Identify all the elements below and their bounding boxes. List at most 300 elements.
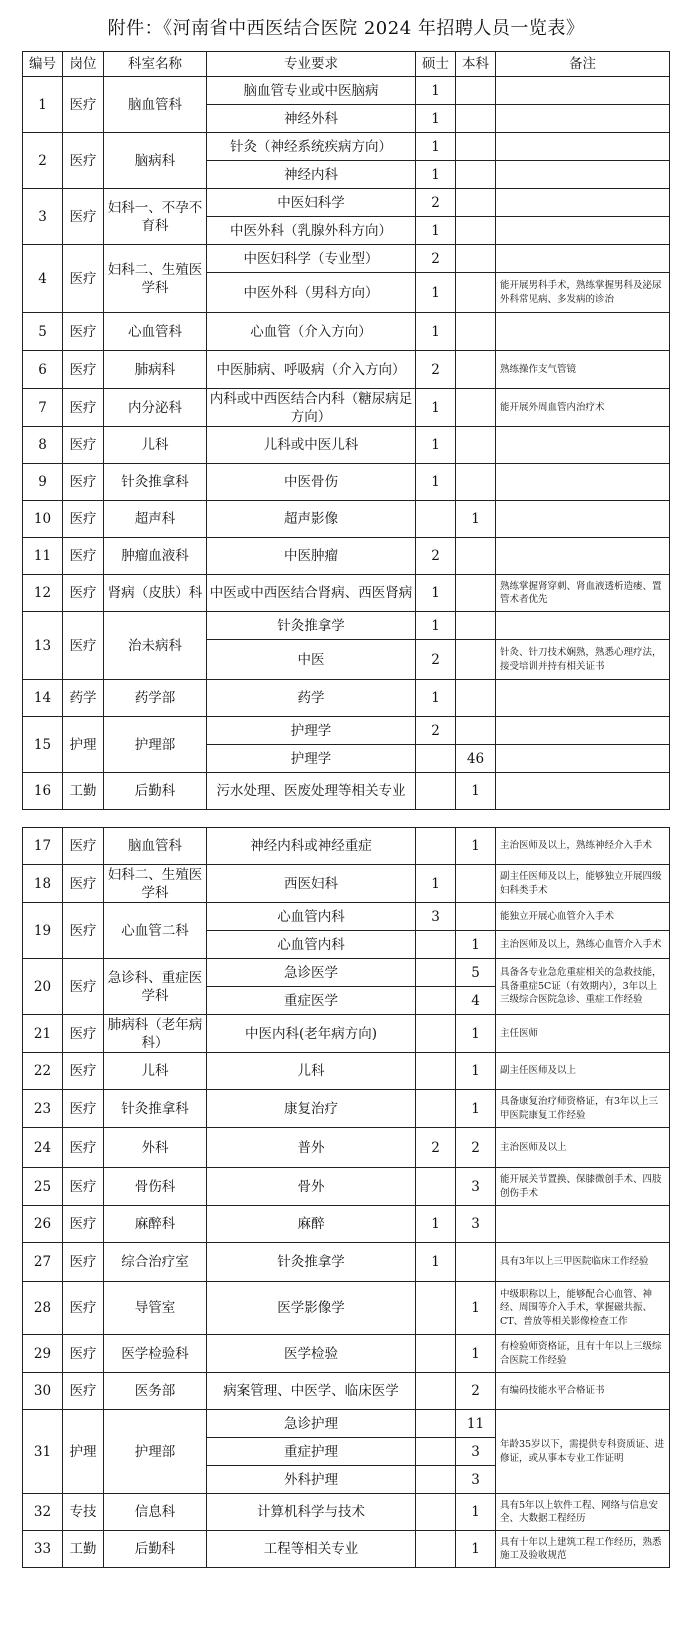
cell-master [416,828,456,865]
cell-major: 中医或中西医结合肾病、西医肾病 [207,575,416,612]
cell-post: 医疗 [63,1015,104,1053]
cell-no: 2 [23,133,63,189]
table-row [23,1494,670,1531]
cell-major: 急诊护理 [207,1410,416,1438]
cell-no: 26 [23,1206,63,1243]
cell-post: 专技 [63,1494,104,1531]
cell-post: 医疗 [63,1335,104,1373]
cell-dept: 医务部 [104,1373,207,1410]
header-post: 岗位 [63,52,104,77]
cell-dept: 后勤科 [104,773,207,810]
cell-bachelor: 1 [456,1053,496,1090]
cell-master [416,1335,456,1373]
cell-bachelor [456,538,496,575]
cell-bachelor: 1 [456,1015,496,1053]
cell-major: 神经内科 [207,161,416,189]
cell-bachelor: 3 [456,1466,496,1494]
cell-master: 1 [416,77,456,105]
cell-note [496,161,670,189]
cell-post: 医疗 [63,1373,104,1410]
cell-post: 医疗 [63,1128,104,1168]
cell-post: 医疗 [63,389,104,427]
cell-post: 医疗 [63,501,104,538]
cell-bachelor: 1 [456,1531,496,1568]
cell-dept: 肺病科 [104,351,207,389]
cell-bachelor: 1 [456,828,496,865]
cell-note: 能开展男科手术，熟练掌握男科及泌尿外科常见病、多发病的诊治 [496,273,670,313]
cell-master [416,1168,456,1206]
cell-note: 主治医师及以上，熟练神经介入手术 [496,828,670,865]
cell-note [496,1206,670,1243]
cell-master: 1 [416,161,456,189]
cell-master [416,959,456,987]
cell-dept: 脑血管科 [104,77,207,133]
cell-note: 针灸、针刀技术娴熟，熟悉心理疗法，接受培训并持有相关证书 [496,640,670,680]
cell-no: 22 [23,1053,63,1090]
cell-note [496,501,670,538]
cell-major: 护理学 [207,745,416,773]
cell-no: 1 [23,77,63,133]
cell-master: 1 [416,680,456,717]
cell-major: 中医肺病、呼吸病（介入方向） [207,351,416,389]
cell-bachelor [456,464,496,501]
cell-note [496,77,670,105]
cell-note [496,217,670,245]
cell-dept: 脑血管科 [104,828,207,865]
table-row [23,538,670,575]
cell-post: 医疗 [63,1282,104,1335]
cell-no: 20 [23,959,63,1015]
cell-bachelor: 1 [456,1335,496,1373]
cell-dept: 妇科一、不孕不育科 [104,189,207,245]
cell-major: 普外 [207,1128,416,1168]
cell-bachelor [456,273,496,313]
table-row [23,1090,670,1128]
table-row [23,1282,670,1335]
cell-post: 医疗 [63,612,104,680]
recruitment-table-part-2 [22,827,670,1568]
cell-bachelor [456,133,496,161]
cell-master [416,1282,456,1335]
cell-note: 有检验师资格证，且有十年以上三级综合医院工作经验 [496,1335,670,1373]
cell-major: 中医内科(老年病方向) [207,1015,416,1053]
table-row [23,427,670,464]
cell-no: 4 [23,245,63,313]
cell-bachelor [456,640,496,680]
cell-major: 中医外科（男科方向） [207,273,416,313]
table-row [23,245,670,273]
cell-no: 32 [23,1494,63,1531]
cell-note: 具有十年以上建筑工程工作经历，熟悉施工及验收规范 [496,1531,670,1568]
cell-master: 1 [416,105,456,133]
cell-no: 6 [23,351,63,389]
cell-master: 1 [416,217,456,245]
cell-major: 心血管内科 [207,931,416,959]
cell-major: 中医妇科学（专业型） [207,245,416,273]
cell-master [416,745,456,773]
cell-dept: 妇科二、生殖医学科 [104,865,207,903]
cell-major: 针灸推拿学 [207,612,416,640]
cell-note [496,105,670,133]
cell-master: 2 [416,189,456,217]
cell-note: 能开展外周血管内治疗术 [496,389,670,427]
cell-note: 年龄35岁以下，需提供专科资质证、进修证，或从事本专业工作证明 [496,1410,670,1494]
header-dept: 科室名称 [104,52,207,77]
table-row [23,77,670,105]
cell-major: 内科或中西医结合内科（糖尿病足方向） [207,389,416,427]
cell-post: 医疗 [63,133,104,189]
cell-post: 医疗 [63,351,104,389]
page-title: 附件：《河南省中西医结合医院 2024 年招聘人员一览表》 [107,18,585,39]
cell-major: 心血管（介入方向） [207,313,416,351]
cell-no: 23 [23,1090,63,1128]
cell-note: 主治医师及以上，熟练心血管介入手术 [496,931,670,959]
cell-note: 副主任医师及以上，能够独立开展四级妇科类手术 [496,865,670,903]
cell-no: 28 [23,1282,63,1335]
cell-dept: 心血管科 [104,313,207,351]
cell-major: 儿科或中医儿科 [207,427,416,464]
cell-major: 医学影像学 [207,1282,416,1335]
cell-master [416,1410,456,1438]
cell-no: 17 [23,828,63,865]
cell-master: 2 [416,538,456,575]
table-row [23,1335,670,1373]
cell-master [416,1053,456,1090]
cell-major: 药学 [207,680,416,717]
table-row [23,464,670,501]
cell-major: 医学检验 [207,1335,416,1373]
cell-no: 25 [23,1168,63,1206]
cell-note: 具有5年以上软件工程、网络与信息安全、大数据工程经历 [496,1494,670,1531]
table-row [23,1128,670,1168]
cell-bachelor: 3 [456,1438,496,1466]
cell-bachelor: 1 [456,773,496,810]
cell-no: 16 [23,773,63,810]
table-row [23,1410,670,1438]
cell-master: 2 [416,351,456,389]
cell-dept: 肾病（皮肤）科 [104,575,207,612]
cell-bachelor [456,680,496,717]
cell-dept: 综合治疗室 [104,1243,207,1282]
cell-note: 主治医师及以上 [496,1128,670,1168]
cell-major: 麻醉 [207,1206,416,1243]
cell-master: 1 [416,865,456,903]
cell-post: 护理 [63,717,104,773]
cell-note: 能独立开展心血管介入手术 [496,903,670,931]
cell-note [496,773,670,810]
cell-no: 33 [23,1531,63,1568]
cell-major: 中医妇科学 [207,189,416,217]
header-note: 备注 [496,52,670,77]
cell-no: 27 [23,1243,63,1282]
table-row [23,575,670,612]
cell-post: 医疗 [63,1206,104,1243]
cell-bachelor [456,245,496,273]
cell-major: 儿科 [207,1053,416,1090]
table-row [23,1243,670,1282]
header-bachelor: 本科 [456,52,496,77]
cell-note [496,245,670,273]
cell-post: 医疗 [63,464,104,501]
cell-bachelor: 46 [456,745,496,773]
cell-major: 针灸推拿学 [207,1243,416,1282]
cell-master: 3 [416,903,456,931]
cell-bachelor [456,189,496,217]
cell-major: 骨外 [207,1168,416,1206]
cell-bachelor: 1 [456,501,496,538]
cell-major: 康复治疗 [207,1090,416,1128]
cell-bachelor [456,575,496,612]
cell-master: 2 [416,640,456,680]
cell-note: 副主任医师及以上 [496,1053,670,1090]
cell-master [416,987,456,1015]
cell-post: 医疗 [63,245,104,313]
table-row [23,501,670,538]
cell-master [416,773,456,810]
table-row [23,313,670,351]
cell-bachelor [456,389,496,427]
table-row [23,1373,670,1410]
cell-note: 熟练掌握肾穿刺、肾血液透析造瘘、置管术者优先 [496,575,670,612]
cell-post: 医疗 [63,1053,104,1090]
cell-bachelor [456,217,496,245]
cell-note [496,612,670,640]
table-row [23,773,670,810]
cell-major: 急诊医学 [207,959,416,987]
cell-no: 31 [23,1410,63,1494]
cell-no: 29 [23,1335,63,1373]
cell-note: 具备康复治疗师资格证，有3年以上三甲医院康复工作经验 [496,1090,670,1128]
cell-major: 超声影像 [207,501,416,538]
cell-major: 针灸（神经系统疾病方向） [207,133,416,161]
cell-bachelor: 2 [456,1128,496,1168]
cell-dept: 超声科 [104,501,207,538]
cell-master: 2 [416,1128,456,1168]
cell-no: 14 [23,680,63,717]
cell-no: 9 [23,464,63,501]
cell-master [416,1438,456,1466]
cell-dept: 内分泌科 [104,389,207,427]
table-row [23,680,670,717]
cell-bachelor [456,77,496,105]
cell-no: 7 [23,389,63,427]
cell-dept: 后勤科 [104,1531,207,1568]
cell-no: 24 [23,1128,63,1168]
cell-master: 1 [416,1206,456,1243]
cell-dept: 护理部 [104,717,207,773]
cell-major: 心血管内科 [207,903,416,931]
cell-bachelor [456,612,496,640]
cell-master: 1 [416,575,456,612]
cell-master: 1 [416,133,456,161]
cell-note: 能开展关节置换、保膝微创手术、四肢创伤手术 [496,1168,670,1206]
cell-dept: 药学部 [104,680,207,717]
cell-bachelor: 2 [456,1373,496,1410]
cell-major: 脑血管专业或中医脑病 [207,77,416,105]
cell-dept: 外科 [104,1128,207,1168]
cell-bachelor: 3 [456,1168,496,1206]
cell-note: 主任医师 [496,1015,670,1053]
cell-dept: 针灸推拿科 [104,1090,207,1128]
cell-note: 熟练操作支气管镜 [496,351,670,389]
cell-dept: 肺病科（老年病科） [104,1015,207,1053]
cell-note [496,133,670,161]
cell-no: 8 [23,427,63,464]
cell-no: 10 [23,501,63,538]
cell-major: 重症护理 [207,1438,416,1466]
cell-bachelor: 1 [456,931,496,959]
header-no: 编号 [23,52,63,77]
cell-major: 神经外科 [207,105,416,133]
cell-major: 中医肿瘤 [207,538,416,575]
cell-master [416,1494,456,1531]
cell-dept: 导管室 [104,1282,207,1335]
table-row [23,133,670,161]
cell-post: 医疗 [63,313,104,351]
table-row [23,1015,670,1053]
cell-bachelor: 11 [456,1410,496,1438]
cell-post: 医疗 [63,865,104,903]
cell-dept: 急诊科、重症医学科 [104,959,207,1015]
cell-major: 计算机科学与技术 [207,1494,416,1531]
table-row [23,959,670,987]
cell-dept: 针灸推拿科 [104,464,207,501]
cell-dept: 治未病科 [104,612,207,680]
table-row [23,189,670,217]
cell-bachelor [456,313,496,351]
cell-dept: 骨伤科 [104,1168,207,1206]
cell-no: 19 [23,903,63,959]
cell-note: 具备各专业急危重症相关的急救技能，具备重症5C证（有效期内），3年以上三级综合医院急诊、重症工作经验 [496,959,670,1015]
cell-master: 1 [416,612,456,640]
header-master: 硕士 [416,52,456,77]
cell-post: 医疗 [63,538,104,575]
cell-master: 1 [416,1243,456,1282]
table-header-row [23,52,670,77]
cell-bachelor [456,105,496,133]
table-row [23,1206,670,1243]
table-row [23,717,670,745]
cell-dept: 信息科 [104,1494,207,1531]
cell-master [416,1015,456,1053]
cell-master [416,931,456,959]
cell-note [496,717,670,745]
cell-master [416,1373,456,1410]
table-row [23,612,670,640]
cell-note [496,680,670,717]
cell-no: 21 [23,1015,63,1053]
table-row [23,828,670,865]
cell-post: 医疗 [63,1168,104,1206]
cell-note [496,189,670,217]
table-row [23,389,670,427]
cell-major: 外科护理 [207,1466,416,1494]
cell-master [416,501,456,538]
cell-post: 工勤 [63,1531,104,1568]
cell-bachelor: 1 [456,1282,496,1335]
cell-bachelor [456,351,496,389]
table-row [23,351,670,389]
cell-note [496,538,670,575]
cell-master: 1 [416,389,456,427]
cell-major: 中医外科（乳腺外科方向） [207,217,416,245]
cell-post: 医疗 [63,903,104,959]
cell-master: 1 [416,313,456,351]
cell-post: 药学 [63,680,104,717]
cell-post: 医疗 [63,575,104,612]
cell-dept: 心血管二科 [104,903,207,959]
cell-master: 1 [416,427,456,464]
cell-master [416,1531,456,1568]
cell-major: 护理学 [207,717,416,745]
cell-bachelor: 4 [456,987,496,1015]
cell-note [496,464,670,501]
cell-dept: 脑病科 [104,133,207,189]
cell-note: 有编码技能水平合格证书 [496,1373,670,1410]
table-row [23,1168,670,1206]
cell-bachelor: 1 [456,1090,496,1128]
cell-master: 2 [416,245,456,273]
cell-post: 医疗 [63,427,104,464]
cell-major: 中医 [207,640,416,680]
cell-no: 13 [23,612,63,680]
cell-no: 11 [23,538,63,575]
cell-dept: 妇科二、生殖医学科 [104,245,207,313]
cell-dept: 护理部 [104,1410,207,1494]
cell-dept: 儿科 [104,1053,207,1090]
cell-bachelor [456,865,496,903]
cell-post: 工勤 [63,773,104,810]
cell-master: 2 [416,717,456,745]
cell-post: 医疗 [63,1243,104,1282]
cell-dept: 麻醉科 [104,1206,207,1243]
table-row [23,865,670,903]
cell-major: 西医妇科 [207,865,416,903]
cell-bachelor [456,161,496,189]
cell-bachelor [456,717,496,745]
cell-note [496,745,670,773]
cell-note [496,313,670,351]
cell-dept: 儿科 [104,427,207,464]
cell-bachelor [456,903,496,931]
cell-no: 18 [23,865,63,903]
table-row [23,903,670,931]
cell-post: 医疗 [63,189,104,245]
cell-major: 重症医学 [207,987,416,1015]
cell-bachelor: 1 [456,1494,496,1531]
cell-dept: 肿瘤血液科 [104,538,207,575]
cell-major: 神经内科或神经重症 [207,828,416,865]
cell-no: 3 [23,189,63,245]
cell-note [496,427,670,464]
cell-no: 30 [23,1373,63,1410]
table-row [23,1053,670,1090]
cell-dept: 医学检验科 [104,1335,207,1373]
cell-major: 工程等相关专业 [207,1531,416,1568]
cell-post: 医疗 [63,1090,104,1128]
cell-master [416,1466,456,1494]
cell-major: 病案管理、中医学、临床医学 [207,1373,416,1410]
cell-no: 12 [23,575,63,612]
cell-major: 中医骨伤 [207,464,416,501]
cell-bachelor [456,1243,496,1282]
table-row [23,1531,670,1568]
cell-post: 医疗 [63,77,104,133]
cell-post: 医疗 [63,959,104,1015]
cell-post: 医疗 [63,828,104,865]
cell-bachelor: 5 [456,959,496,987]
cell-note: 具有3年以上三甲医院临床工作经验 [496,1243,670,1282]
